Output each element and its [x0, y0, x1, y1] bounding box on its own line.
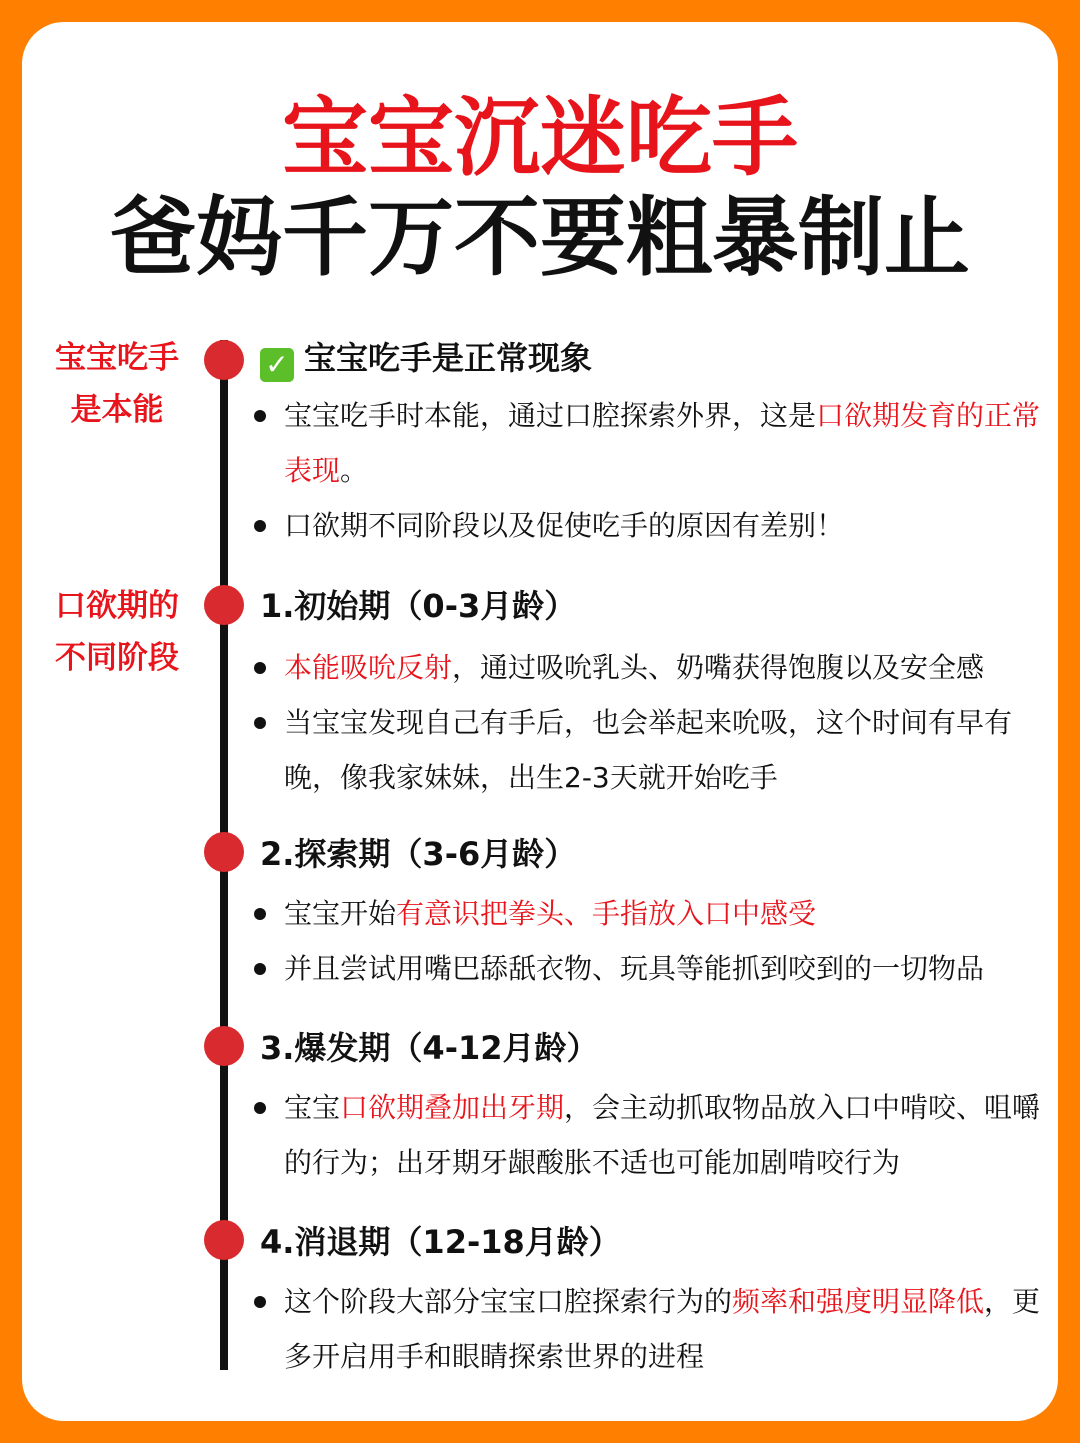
- timeline-dot: [204, 1026, 244, 1066]
- section-title-decline: 4.消退期（12-18月龄）: [260, 1223, 621, 1261]
- list-item: 宝宝开始有意识把拳头、手指放入口中感受: [284, 886, 1044, 941]
- list-item: 宝宝口欲期叠加出牙期，会主动抓取物品放入口中啃咬、咀嚼的行为；出牙期牙龈酸胀不适也可能加剧啃咬行为: [284, 1080, 1044, 1190]
- timeline-dot: [204, 585, 244, 625]
- list-item: 这个阶段大部分宝宝口腔探索行为的频率和强度明显降低，更多开启用手和眼睛探索世界的进程: [284, 1274, 1044, 1384]
- title-line-2: 爸妈千万不要粗暴制止: [110, 188, 970, 288]
- list-item: 当宝宝发现自己有手后，也会举起来吮吸，这个时间有早有晚，像我家妹妹，出生2-3天就开始吃手: [284, 695, 1024, 805]
- section-title-initial: 1.初始期（0-3月龄）: [260, 587, 577, 625]
- timeline-dot: [204, 1220, 244, 1260]
- list-item: 并且尝试用嘴巴舔舐衣物、玩具等能抓到咬到的一切物品: [284, 941, 1044, 996]
- section-title-explore: 2.探索期（3-6月龄）: [260, 835, 577, 873]
- title-line-1: 宝宝沉迷吃手: [282, 88, 798, 188]
- list-item: 宝宝吃手时本能，通过口腔探索外界，这是口欲期发育的正常表现。: [284, 388, 1044, 498]
- list-item: 口欲期不同阶段以及促使吃手的原因有差别！: [284, 498, 1044, 553]
- timeline-dot: [204, 340, 244, 380]
- content-card: [22, 22, 1058, 1421]
- section-title-normal: ✓ 宝宝吃手是正常现象: [260, 336, 592, 382]
- check-icon: ✓: [260, 348, 294, 382]
- side-label-stages: 口欲期的 不同阶段: [55, 588, 179, 676]
- timeline-dot: [204, 832, 244, 872]
- side-label-instinct: 宝宝吃手 是本能: [55, 340, 179, 428]
- list-item: 本能吸吮反射，通过吸吮乳头、奶嘴获得饱腹以及安全感: [284, 640, 1044, 695]
- section-title-burst: 3.爆发期（4-12月龄）: [260, 1029, 599, 1067]
